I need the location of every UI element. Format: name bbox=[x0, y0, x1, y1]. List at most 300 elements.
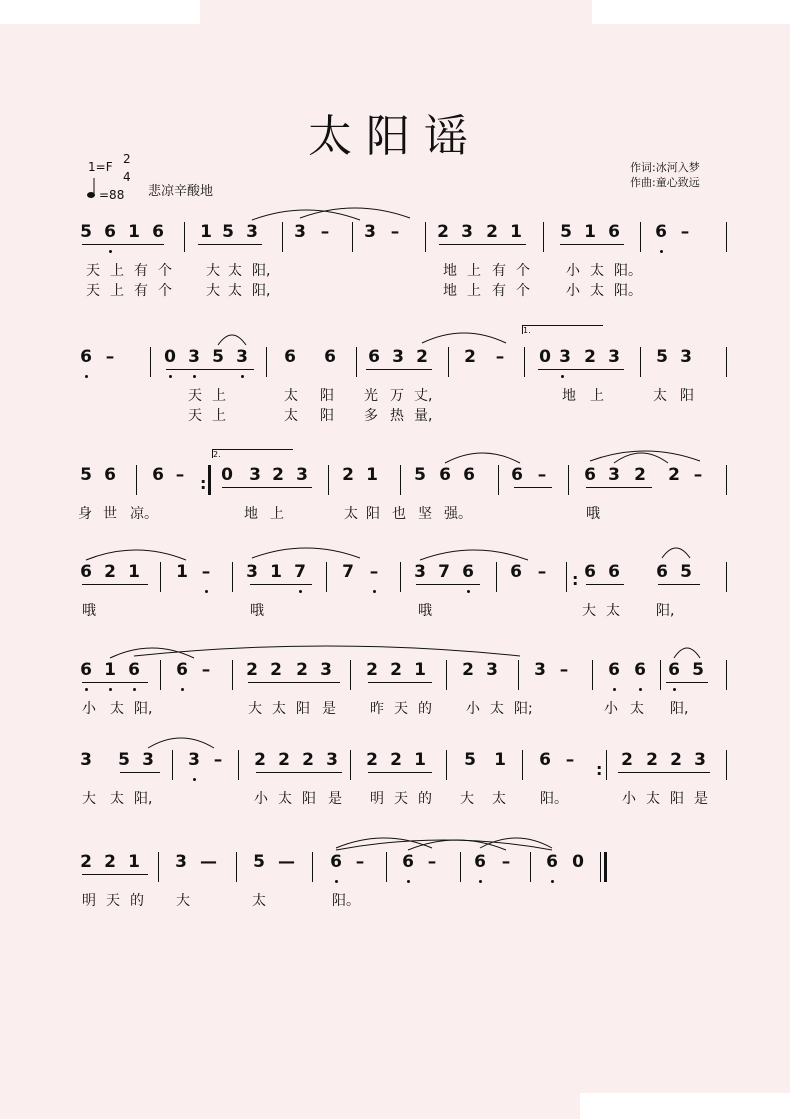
lyric: 万 bbox=[390, 388, 404, 404]
lyric: 地 bbox=[443, 283, 457, 299]
octave-dot bbox=[551, 880, 554, 883]
bar-line bbox=[726, 562, 727, 592]
lyric: 阳, bbox=[134, 791, 153, 807]
lyric: 小 bbox=[566, 263, 580, 279]
note: – bbox=[427, 852, 437, 872]
bar-line bbox=[460, 852, 461, 882]
lyric: 上 bbox=[467, 283, 481, 299]
lyric: 太 bbox=[646, 791, 660, 807]
bar-line bbox=[726, 750, 727, 780]
note: 2 bbox=[278, 750, 290, 770]
octave-dot bbox=[479, 880, 482, 883]
expression: 悲凉辛酸地 bbox=[148, 184, 214, 199]
note: 6 bbox=[152, 222, 164, 242]
bar-line bbox=[282, 222, 283, 252]
beam-underline bbox=[416, 584, 480, 585]
lyric: 太 bbox=[653, 388, 667, 404]
beam-underline bbox=[439, 244, 526, 245]
note: 3 bbox=[320, 660, 332, 680]
lyric: 阳, bbox=[134, 701, 153, 717]
note: 6 bbox=[474, 852, 486, 872]
note: 6 bbox=[608, 660, 620, 680]
octave-dot bbox=[613, 688, 616, 691]
bar-line bbox=[150, 347, 151, 377]
note: 6 bbox=[608, 222, 620, 242]
octave-dot bbox=[109, 250, 112, 253]
octave-dot bbox=[561, 375, 564, 378]
note: 3 bbox=[608, 347, 620, 367]
lyric: 大 bbox=[248, 701, 262, 717]
slur bbox=[420, 546, 528, 562]
beam-underline bbox=[366, 369, 432, 370]
lyric: 太 bbox=[630, 701, 644, 717]
bar-line bbox=[640, 347, 641, 377]
octave-dot bbox=[193, 778, 196, 781]
note: — bbox=[200, 852, 217, 872]
beam-underline bbox=[538, 369, 624, 370]
note: 5 bbox=[656, 347, 668, 367]
note: 3 bbox=[680, 347, 692, 367]
lyric: 小 bbox=[254, 791, 268, 807]
lyric: 阳, bbox=[252, 263, 271, 279]
lyric: 太 bbox=[110, 701, 124, 717]
lyric: 阳。 bbox=[614, 263, 642, 279]
lyric: 太 bbox=[590, 263, 604, 279]
lyric: 天 bbox=[188, 408, 202, 424]
note: 1 bbox=[414, 750, 426, 770]
note: 3 bbox=[364, 222, 376, 242]
lyric: 天 bbox=[86, 263, 100, 279]
note: – bbox=[565, 750, 575, 770]
bar-line bbox=[543, 222, 544, 252]
repeat-start-dots: : bbox=[572, 570, 579, 589]
lyric: 阳; bbox=[514, 701, 533, 717]
beam-underline bbox=[368, 772, 432, 773]
lyric: 地 bbox=[244, 506, 258, 522]
note: 3 bbox=[296, 465, 308, 485]
top-left-margin bbox=[0, 0, 200, 24]
lyric: 上 bbox=[110, 263, 124, 279]
top-right-margin bbox=[592, 0, 790, 24]
octave-dot bbox=[335, 880, 338, 883]
lyric: 阳, bbox=[670, 701, 689, 717]
note: 2 bbox=[634, 465, 646, 485]
bar-line bbox=[498, 465, 499, 495]
lyric: 世 bbox=[103, 506, 117, 522]
lyric: 天 bbox=[106, 893, 120, 909]
lyric: 阳 bbox=[296, 701, 310, 717]
lyric: 有 bbox=[492, 283, 506, 299]
note: 1 bbox=[128, 852, 140, 872]
note: 3 bbox=[80, 750, 92, 770]
bar-line bbox=[566, 562, 567, 592]
note: 1 bbox=[414, 660, 426, 680]
note: – bbox=[369, 562, 379, 582]
bar-line bbox=[726, 465, 727, 495]
note: 2 bbox=[464, 347, 476, 367]
bar-line bbox=[640, 222, 641, 252]
note: 6 bbox=[463, 465, 475, 485]
note: 3 bbox=[694, 750, 706, 770]
slur bbox=[300, 204, 410, 220]
note: 6 bbox=[330, 852, 342, 872]
note: – bbox=[501, 852, 511, 872]
note: 6 bbox=[668, 660, 680, 680]
lyric: 身 bbox=[78, 506, 92, 522]
note: 1 bbox=[200, 222, 212, 242]
note: 6 bbox=[284, 347, 296, 367]
bar-line bbox=[726, 660, 727, 690]
octave-dot bbox=[673, 688, 676, 691]
bar-line bbox=[400, 562, 401, 592]
lyric: 昨 bbox=[370, 701, 384, 717]
volta-1: 1. bbox=[522, 325, 603, 334]
note: 6 bbox=[539, 750, 551, 770]
lyric: 阳。 bbox=[614, 283, 642, 299]
note: 3 bbox=[392, 347, 404, 367]
note: 3 bbox=[188, 347, 200, 367]
lyric: 天 bbox=[394, 701, 408, 717]
lyric: 上 bbox=[467, 263, 481, 279]
note: 3 bbox=[249, 465, 261, 485]
slur bbox=[662, 544, 690, 560]
lyric: 阳 bbox=[670, 791, 684, 807]
lyric: 阳, bbox=[252, 283, 271, 299]
lyric: 太 bbox=[278, 791, 292, 807]
note: 1 bbox=[584, 222, 596, 242]
bar-line bbox=[184, 222, 185, 252]
note: – bbox=[355, 852, 365, 872]
slur bbox=[252, 544, 360, 560]
note: 2 bbox=[366, 750, 378, 770]
lyric: 太 bbox=[110, 791, 124, 807]
lyric: 量, bbox=[414, 408, 433, 424]
note: – bbox=[320, 222, 330, 242]
note: 3 bbox=[246, 222, 258, 242]
note: 6 bbox=[511, 465, 523, 485]
slur bbox=[445, 449, 520, 465]
note: 6 bbox=[402, 852, 414, 872]
note: 6 bbox=[104, 222, 116, 242]
lyric: 阳 bbox=[320, 388, 334, 404]
note: 5 bbox=[80, 222, 92, 242]
slur bbox=[86, 546, 186, 562]
bar-line bbox=[160, 562, 161, 592]
note: – bbox=[390, 222, 400, 242]
note: 6 bbox=[104, 465, 116, 485]
bar-line bbox=[352, 222, 353, 252]
note: 1 bbox=[128, 562, 140, 582]
note: 2 bbox=[437, 222, 449, 242]
lyric: 太 bbox=[284, 388, 298, 404]
lyric: 大 bbox=[206, 283, 220, 299]
lyric: 有 bbox=[134, 263, 148, 279]
lyric: 天 bbox=[86, 283, 100, 299]
lyric: 有 bbox=[492, 263, 506, 279]
lyric: 阳 bbox=[680, 388, 694, 404]
note: 3 bbox=[142, 750, 154, 770]
lyric: 哦 bbox=[82, 603, 96, 619]
note: 5 bbox=[253, 852, 265, 872]
note: 6 bbox=[80, 347, 92, 367]
tempo: =88 bbox=[99, 188, 125, 202]
note: 2 bbox=[621, 750, 633, 770]
beam-underline bbox=[166, 369, 254, 370]
lyric: 太 bbox=[344, 506, 358, 522]
lyric: 大 bbox=[460, 791, 474, 807]
slur bbox=[134, 642, 520, 658]
volta-2: 2. bbox=[212, 449, 293, 458]
note: 6 bbox=[80, 562, 92, 582]
beam-underline bbox=[120, 772, 160, 773]
lyric: 天 bbox=[188, 388, 202, 404]
octave-dot bbox=[373, 590, 376, 593]
note: 2 bbox=[486, 222, 498, 242]
note: 6 bbox=[510, 562, 522, 582]
note: 2 bbox=[296, 660, 308, 680]
bar-line bbox=[386, 852, 387, 882]
octave-dot bbox=[85, 375, 88, 378]
note: 5 bbox=[692, 660, 704, 680]
note: 6 bbox=[462, 562, 474, 582]
note: 1 bbox=[510, 222, 522, 242]
note: 5 bbox=[414, 465, 426, 485]
lyric: 太 bbox=[284, 408, 298, 424]
lyric: 小 bbox=[82, 701, 96, 717]
note: 6 bbox=[128, 660, 140, 680]
beam-underline bbox=[248, 682, 340, 683]
lyric: 阳。 bbox=[332, 893, 360, 909]
lyric: 阳 bbox=[320, 408, 334, 424]
note: 3 bbox=[559, 347, 571, 367]
lyric: 上 bbox=[110, 283, 124, 299]
slur bbox=[480, 834, 552, 850]
note: – bbox=[201, 660, 211, 680]
lyric: 是 bbox=[322, 701, 336, 717]
note: 2 bbox=[246, 660, 258, 680]
lyric: 个 bbox=[516, 283, 530, 299]
beam-underline bbox=[560, 244, 624, 245]
octave-dot bbox=[299, 590, 302, 593]
note: 2 bbox=[254, 750, 266, 770]
note: 2 bbox=[584, 347, 596, 367]
octave-dot bbox=[181, 688, 184, 691]
lyric: 地 bbox=[443, 263, 457, 279]
lyric: 强。 bbox=[444, 506, 472, 522]
quarter-note-icon bbox=[86, 176, 98, 200]
note: 0 bbox=[164, 347, 176, 367]
beam-underline bbox=[658, 584, 700, 585]
note: 3 bbox=[294, 222, 306, 242]
bar-line bbox=[518, 660, 519, 690]
bar-line bbox=[232, 660, 233, 690]
note: 5 bbox=[212, 347, 224, 367]
lyric: 的 bbox=[418, 701, 432, 717]
lyric: 大 bbox=[206, 263, 220, 279]
note: 0 bbox=[572, 852, 584, 872]
slur bbox=[422, 329, 506, 345]
time-bottom: 4 bbox=[123, 170, 131, 184]
repeat-end-dots: : bbox=[200, 474, 207, 493]
octave-dot bbox=[660, 250, 663, 253]
octave-dot bbox=[133, 688, 136, 691]
bar-line bbox=[600, 852, 601, 882]
bar-line bbox=[238, 750, 239, 780]
note: – bbox=[537, 465, 547, 485]
bar-line bbox=[312, 852, 313, 882]
slur bbox=[674, 644, 700, 660]
beam-underline bbox=[666, 682, 708, 683]
note: — bbox=[278, 852, 295, 872]
lyric: 太 bbox=[490, 701, 504, 717]
lyric: 热 bbox=[390, 408, 404, 424]
lyric: 阳。 bbox=[540, 791, 568, 807]
note: 3 bbox=[608, 465, 620, 485]
bar-line bbox=[726, 222, 727, 252]
note: 6 bbox=[634, 660, 646, 680]
note: 6 bbox=[584, 465, 596, 485]
note: 2 bbox=[366, 660, 378, 680]
lyric: 多 bbox=[364, 408, 378, 424]
note: 3 bbox=[175, 852, 187, 872]
bar-line bbox=[660, 660, 661, 690]
lyric: 小 bbox=[622, 791, 636, 807]
lyric: 明 bbox=[370, 791, 384, 807]
time-top: 2 bbox=[123, 152, 131, 166]
bar-line bbox=[726, 347, 727, 377]
bar-line bbox=[160, 660, 161, 690]
lyric: 个 bbox=[158, 263, 172, 279]
note: 3 bbox=[188, 750, 200, 770]
bottom-right-margin bbox=[580, 1093, 790, 1119]
bar-line bbox=[326, 562, 327, 592]
note: 6 bbox=[324, 347, 336, 367]
slur bbox=[614, 449, 668, 465]
note: 3 bbox=[236, 347, 248, 367]
beam-underline bbox=[250, 584, 312, 585]
lyric: 哦 bbox=[418, 603, 432, 619]
note: 6 bbox=[368, 347, 380, 367]
note: 6 bbox=[608, 562, 620, 582]
bar-line bbox=[172, 750, 173, 780]
note: 0 bbox=[539, 347, 551, 367]
lyric: 凉。 bbox=[130, 506, 158, 522]
lyric: 太 bbox=[252, 893, 266, 909]
octave-dot bbox=[205, 590, 208, 593]
beam-underline bbox=[368, 682, 432, 683]
note: 5 bbox=[80, 465, 92, 485]
note: 7 bbox=[438, 562, 450, 582]
lyric: 是 bbox=[694, 791, 708, 807]
lyric: 小 bbox=[466, 701, 480, 717]
lyric: 的 bbox=[130, 893, 144, 909]
lyric: 天 bbox=[394, 791, 408, 807]
beam-underline bbox=[198, 244, 262, 245]
note: 2 bbox=[342, 465, 354, 485]
beam-underline bbox=[82, 584, 148, 585]
lyric: 上 bbox=[212, 408, 226, 424]
bar-line bbox=[356, 347, 357, 377]
lyric: 阳 bbox=[366, 506, 380, 522]
note: 5 bbox=[222, 222, 234, 242]
note: 2 bbox=[272, 465, 284, 485]
note: – bbox=[680, 222, 690, 242]
bar-line bbox=[524, 347, 525, 377]
bar-line bbox=[350, 660, 351, 690]
beam-underline bbox=[514, 487, 552, 488]
note: 6 bbox=[546, 852, 558, 872]
lyric: 是 bbox=[328, 791, 342, 807]
composer: 作曲:童心致远 bbox=[630, 176, 700, 189]
note: 3 bbox=[534, 660, 546, 680]
note: – bbox=[495, 347, 505, 367]
note: 6 bbox=[152, 465, 164, 485]
note: 1 bbox=[494, 750, 506, 770]
lyric: 大 bbox=[582, 603, 596, 619]
lyric: 阳 bbox=[302, 791, 316, 807]
beam-underline bbox=[82, 874, 148, 875]
lyric: 太 bbox=[272, 701, 286, 717]
beam-underline bbox=[222, 487, 312, 488]
lyric: 地 bbox=[562, 388, 576, 404]
bar-line bbox=[266, 347, 267, 377]
bar-line bbox=[158, 852, 159, 882]
octave-dot bbox=[467, 590, 470, 593]
lyric: 光 bbox=[364, 388, 378, 404]
lyric: 上 bbox=[270, 506, 284, 522]
octave-dot bbox=[85, 688, 88, 691]
octave-dot bbox=[109, 688, 112, 691]
note: 6 bbox=[80, 660, 92, 680]
note: 5 bbox=[680, 562, 692, 582]
bar-line bbox=[328, 465, 329, 495]
lyric: 小 bbox=[566, 283, 580, 299]
bar-line bbox=[232, 562, 233, 592]
octave-dot bbox=[193, 375, 196, 378]
lyric: 太 bbox=[228, 263, 242, 279]
lyric: 个 bbox=[516, 263, 530, 279]
lyric: 太 bbox=[590, 283, 604, 299]
slur bbox=[218, 331, 246, 347]
note: 5 bbox=[464, 750, 476, 770]
note: 5 bbox=[560, 222, 572, 242]
note: 2 bbox=[302, 750, 314, 770]
bar-line bbox=[568, 465, 569, 495]
bar-line bbox=[350, 750, 351, 780]
bar-line bbox=[448, 347, 449, 377]
note: 6 bbox=[655, 222, 667, 242]
lyric: 大 bbox=[176, 893, 190, 909]
bar-line bbox=[446, 660, 447, 690]
note: 3 bbox=[486, 660, 498, 680]
note: 3 bbox=[246, 562, 258, 582]
beam-underline bbox=[256, 772, 342, 773]
song-title: 太阳谣 bbox=[308, 111, 482, 162]
key-signature: 1=F bbox=[88, 160, 113, 174]
note: 2 bbox=[390, 660, 402, 680]
final-bar-line bbox=[604, 852, 607, 882]
note: – bbox=[201, 562, 211, 582]
note: 7 bbox=[294, 562, 306, 582]
note: 2 bbox=[104, 852, 116, 872]
lyric: 大 bbox=[82, 791, 96, 807]
slur bbox=[148, 734, 214, 750]
lyric: 哦 bbox=[586, 506, 600, 522]
lyric: 丈, bbox=[414, 388, 433, 404]
note: 3 bbox=[461, 222, 473, 242]
note: 1 bbox=[366, 465, 378, 485]
credits bbox=[630, 160, 700, 190]
